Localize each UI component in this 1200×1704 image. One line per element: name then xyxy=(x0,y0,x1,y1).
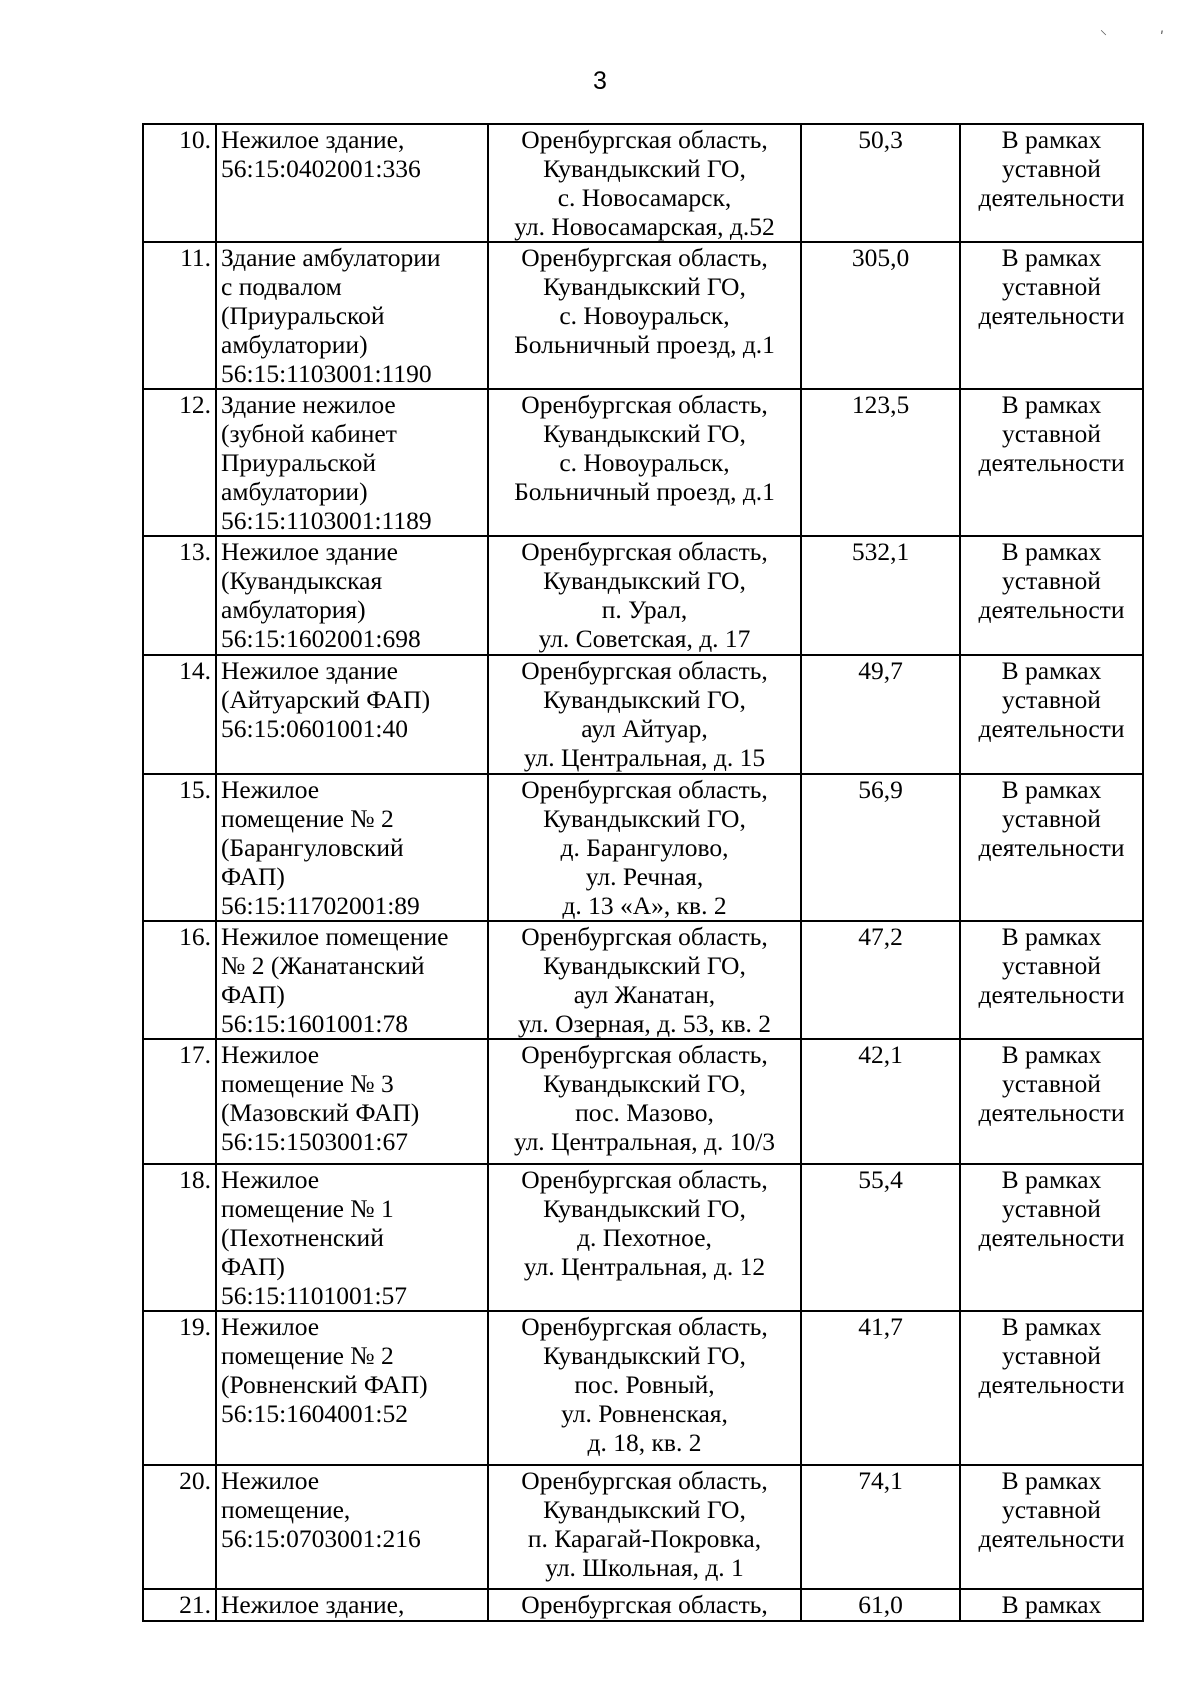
address-line: Больничный проезд, д.1 xyxy=(514,330,775,359)
address-line: Оренбургская область, xyxy=(521,125,768,154)
purpose-line: деятельности xyxy=(978,1223,1125,1252)
address-line: Кувандыкский ГО, xyxy=(543,1341,746,1370)
object-name-line: амбулатории) xyxy=(221,477,368,506)
purpose-line: деятельности xyxy=(978,448,1125,477)
object-name-line: ФАП) xyxy=(221,1252,285,1281)
object-name-line: Нежилое здание xyxy=(221,537,398,566)
purpose-line: В рамках xyxy=(1001,537,1102,566)
row-number-text: 13. xyxy=(179,537,211,566)
row-number xyxy=(143,1589,216,1621)
purpose-line: уставной xyxy=(1002,419,1101,448)
purpose-line: В рамках xyxy=(1001,1165,1102,1194)
object-name-line: Нежилое xyxy=(221,1466,320,1495)
row-number xyxy=(143,1311,216,1465)
address-line: Оренбургская область, xyxy=(521,1590,768,1619)
purpose-cell xyxy=(960,921,1143,1039)
address-cell xyxy=(488,1164,801,1311)
object-name-line: помещение № 3 xyxy=(221,1069,394,1098)
area-cell xyxy=(801,536,960,655)
object-name-line: с подвалом xyxy=(221,272,342,301)
area-value: 42,1 xyxy=(858,1040,903,1069)
address-line: Оренбургская область, xyxy=(521,1040,768,1069)
purpose-line: деятельности xyxy=(978,980,1125,1009)
purpose-line: В рамках xyxy=(1001,1590,1102,1619)
table-row xyxy=(143,774,1143,921)
object-name-line: Нежилое xyxy=(221,1040,320,1069)
row-number xyxy=(143,1164,216,1311)
object-name-line: 56:15:1103001:1189 xyxy=(221,506,432,535)
purpose-cell xyxy=(960,242,1143,389)
address-line: Оренбургская область, xyxy=(521,1165,768,1194)
object-name-cell xyxy=(216,774,488,921)
address-cell xyxy=(488,124,801,242)
area-cell xyxy=(801,774,960,921)
object-name-cell xyxy=(216,242,488,389)
purpose-cell xyxy=(960,1164,1143,1311)
address-line: с. Новоуральск, xyxy=(559,448,730,477)
area-cell xyxy=(801,389,960,536)
purpose-line: В рамках xyxy=(1001,922,1102,951)
table-row xyxy=(143,1164,1143,1311)
row-number-text: 11. xyxy=(180,243,211,272)
purpose-line: деятельности xyxy=(978,301,1125,330)
object-name-line: (Пехотненский xyxy=(221,1223,384,1252)
area-cell xyxy=(801,242,960,389)
area-value: 305,0 xyxy=(851,243,910,272)
object-name-line: Нежилое xyxy=(221,1165,320,1194)
object-name-line: ФАП) xyxy=(221,862,285,891)
object-name-line: (Барангуловский xyxy=(221,833,404,862)
row-number xyxy=(143,1465,216,1589)
object-name-cell xyxy=(216,655,488,774)
property-table xyxy=(142,123,1144,1622)
row-number-text: 16. xyxy=(179,922,211,951)
purpose-cell xyxy=(960,1465,1143,1589)
object-name-line: 56:15:1103001:1190 xyxy=(221,359,432,388)
purpose-cell xyxy=(960,389,1143,536)
object-name-cell xyxy=(216,1311,488,1465)
row-number-text: 14. xyxy=(179,656,211,685)
purpose-cell xyxy=(960,655,1143,774)
area-value: 55,4 xyxy=(858,1165,903,1194)
address-cell xyxy=(488,1039,801,1164)
area-value: 47,2 xyxy=(858,922,903,951)
area-cell xyxy=(801,1589,960,1621)
purpose-line: В рамках xyxy=(1001,1312,1102,1341)
area-value: 49,7 xyxy=(858,656,903,685)
purpose-line: уставной xyxy=(1002,154,1101,183)
purpose-line: уставной xyxy=(1002,566,1101,595)
object-name-line: помещение № 2 xyxy=(221,804,394,833)
area-value: 41,7 xyxy=(858,1312,903,1341)
address-line: Оренбургская область, xyxy=(521,537,768,566)
address-line: Кувандыкский ГО, xyxy=(543,685,746,714)
purpose-line: уставной xyxy=(1002,1495,1101,1524)
address-line: Оренбургская область, xyxy=(521,775,768,804)
address-line: Кувандыкский ГО, xyxy=(543,1194,746,1223)
purpose-line: уставной xyxy=(1002,685,1101,714)
object-name-line: Здание нежилое xyxy=(221,390,396,419)
purpose-line: В рамках xyxy=(1001,656,1102,685)
table-row xyxy=(143,921,1143,1039)
row-number xyxy=(143,921,216,1039)
object-name-line: Нежилое здание xyxy=(221,656,398,685)
purpose-line: В рамках xyxy=(1001,125,1102,154)
address-cell xyxy=(488,389,801,536)
purpose-line: деятельности xyxy=(978,833,1125,862)
address-line: пос. Ровный, xyxy=(574,1370,715,1399)
address-line: Оренбургская область, xyxy=(521,1312,768,1341)
object-name-line: помещение № 2 xyxy=(221,1341,394,1370)
address-line: Кувандыкский ГО, xyxy=(543,1495,746,1524)
address-cell xyxy=(488,1465,801,1589)
area-value: 532,1 xyxy=(851,537,910,566)
table-row xyxy=(143,536,1143,655)
address-line: Кувандыкский ГО, xyxy=(543,419,746,448)
address-line: Оренбургская область, xyxy=(521,243,768,272)
address-line: д. Пехотное, xyxy=(577,1223,712,1252)
address-line: д. 13 «А», кв. 2 xyxy=(562,891,727,920)
address-cell xyxy=(488,536,801,655)
page-number: 3 xyxy=(593,67,607,95)
purpose-line: деятельности xyxy=(978,595,1125,624)
row-number-text: 15. xyxy=(179,775,211,804)
object-name-line: (Приуральской xyxy=(221,301,385,330)
table-row xyxy=(143,1311,1143,1465)
address-line: Оренбургская область, xyxy=(521,656,768,685)
property-table-body xyxy=(143,124,1143,1621)
address-line: аул Айтуар, xyxy=(581,714,708,743)
address-line: Кувандыкский ГО, xyxy=(543,951,746,980)
row-number-text: 19. xyxy=(179,1312,211,1341)
purpose-line: деятельности xyxy=(978,183,1125,212)
object-name-cell xyxy=(216,1589,488,1621)
object-name-line: Нежилое помещение xyxy=(221,922,449,951)
table-row xyxy=(143,1465,1143,1589)
object-name-line: Приуральской xyxy=(221,448,377,477)
address-line: ул. Новосамарская, д.52 xyxy=(514,212,775,241)
object-name-line: 56:15:0402001:336 xyxy=(221,154,421,183)
area-cell xyxy=(801,655,960,774)
address-line: с. Новосамарск, xyxy=(557,183,732,212)
purpose-line: деятельности xyxy=(978,1370,1125,1399)
object-name-line: 56:15:1604001:52 xyxy=(221,1399,409,1428)
object-name-line: 56:15:0601001:40 xyxy=(221,714,409,743)
object-name-cell xyxy=(216,1039,488,1164)
row-number xyxy=(143,389,216,536)
row-number xyxy=(143,655,216,774)
purpose-cell xyxy=(960,124,1143,242)
object-name-line: 56:15:1602001:698 xyxy=(221,624,421,653)
address-line: д. 18, кв. 2 xyxy=(587,1428,702,1457)
address-line: ул. Школьная, д. 1 xyxy=(545,1553,744,1582)
purpose-line: В рамках xyxy=(1001,1040,1102,1069)
area-value: 50,3 xyxy=(858,125,903,154)
object-name-cell xyxy=(216,389,488,536)
purpose-cell xyxy=(960,1589,1143,1621)
object-name-line: 56:15:1601001:78 xyxy=(221,1009,409,1038)
object-name-cell xyxy=(216,1465,488,1589)
scan-artifact-mark: ʹ xyxy=(1160,30,1164,46)
area-cell xyxy=(801,921,960,1039)
purpose-line: уставной xyxy=(1002,1069,1101,1098)
address-cell xyxy=(488,1589,801,1621)
object-name-line: помещение, xyxy=(221,1495,351,1524)
area-cell xyxy=(801,1164,960,1311)
address-line: Оренбургская область, xyxy=(521,922,768,951)
address-line: ул. Центральная, д. 12 xyxy=(523,1252,766,1281)
address-line: с. Новоуральск, xyxy=(559,301,730,330)
address-line: ул. Озерная, д. 53, кв. 2 xyxy=(517,1009,771,1038)
purpose-cell xyxy=(960,1039,1143,1164)
purpose-line: уставной xyxy=(1002,1341,1101,1370)
purpose-line: деятельности xyxy=(978,714,1125,743)
purpose-line: В рамках xyxy=(1001,243,1102,272)
address-line: д. Барангулово, xyxy=(560,833,729,862)
object-name-line: (Мазовский ФАП) xyxy=(221,1098,420,1127)
area-value: 61,0 xyxy=(858,1590,903,1619)
table-row xyxy=(143,389,1143,536)
area-cell xyxy=(801,1465,960,1589)
address-line: ул. Речная, xyxy=(585,862,704,891)
area-cell xyxy=(801,1311,960,1465)
scan-artifact-mark: ⸌ xyxy=(1100,28,1107,44)
address-line: Оренбургская область, xyxy=(521,390,768,419)
row-number xyxy=(143,536,216,655)
row-number-text: 18. xyxy=(179,1165,211,1194)
address-cell xyxy=(488,774,801,921)
object-name-cell xyxy=(216,536,488,655)
area-value: 123,5 xyxy=(851,390,910,419)
object-name-line: № 2 (Жанатанский xyxy=(221,951,425,980)
row-number xyxy=(143,1039,216,1164)
object-name-line: 56:15:0703001:216 xyxy=(221,1524,421,1553)
object-name-cell xyxy=(216,921,488,1039)
row-number-text: 12. xyxy=(179,390,211,419)
row-number-text: 17. xyxy=(179,1040,211,1069)
purpose-cell xyxy=(960,1311,1143,1465)
object-name-line: помещение № 1 xyxy=(221,1194,394,1223)
address-line: Кувандыкский ГО, xyxy=(543,566,746,595)
table-row xyxy=(143,1039,1143,1164)
table-row xyxy=(143,655,1143,774)
object-name-line: Нежилое здание, xyxy=(221,1590,405,1619)
area-cell xyxy=(801,1039,960,1164)
address-cell xyxy=(488,1311,801,1465)
object-name-line: Нежилое xyxy=(221,775,320,804)
object-name-line: Здание амбулатории xyxy=(221,243,441,272)
address-line: ул. Центральная, д. 10/3 xyxy=(513,1127,776,1156)
purpose-cell xyxy=(960,536,1143,655)
table-row xyxy=(143,1589,1143,1621)
address-line: ул. Центральная, д. 15 xyxy=(523,743,766,772)
area-cell xyxy=(801,124,960,242)
object-name-line: ФАП) xyxy=(221,980,285,1009)
address-line: ул. Советская, д. 17 xyxy=(538,624,751,653)
address-line: Кувандыкский ГО, xyxy=(543,804,746,833)
address-line: п. Карагай-Покровка, xyxy=(527,1524,762,1553)
object-name-line: (Айтуарский ФАП) xyxy=(221,685,431,714)
address-line: п. Урал, xyxy=(601,595,688,624)
table-row xyxy=(143,242,1143,389)
row-number xyxy=(143,774,216,921)
address-cell xyxy=(488,655,801,774)
row-number xyxy=(143,242,216,389)
address-line: Кувандыкский ГО, xyxy=(543,154,746,183)
object-name-line: (Ровненский ФАП) xyxy=(221,1370,428,1399)
purpose-line: уставной xyxy=(1002,1194,1101,1223)
row-number-text: 21. xyxy=(179,1590,211,1619)
purpose-line: деятельности xyxy=(978,1524,1125,1553)
object-name-line: Нежилое xyxy=(221,1312,320,1341)
purpose-cell xyxy=(960,774,1143,921)
address-line: Оренбургская область, xyxy=(521,1466,768,1495)
purpose-line: В рамках xyxy=(1001,775,1102,804)
address-line: пос. Мазово, xyxy=(575,1098,714,1127)
purpose-line: В рамках xyxy=(1001,1466,1102,1495)
address-line: Кувандыкский ГО, xyxy=(543,1069,746,1098)
row-number xyxy=(143,124,216,242)
address-line: ул. Ровненская, xyxy=(561,1399,728,1428)
object-name-line: 56:15:1101001:57 xyxy=(221,1281,408,1310)
row-number-text: 20. xyxy=(179,1466,211,1495)
object-name-line: (зубной кабинет xyxy=(221,419,397,448)
address-cell xyxy=(488,242,801,389)
object-name-cell xyxy=(216,1164,488,1311)
object-name-cell xyxy=(216,124,488,242)
object-name-line: амбулатория) xyxy=(221,595,366,624)
address-line: Больничный проезд, д.1 xyxy=(514,477,775,506)
purpose-line: уставной xyxy=(1002,951,1101,980)
object-name-line: амбулатории) xyxy=(221,330,368,359)
purpose-line: деятельности xyxy=(978,1098,1125,1127)
object-name-line: 56:15:1503001:67 xyxy=(221,1127,409,1156)
purpose-line: уставной xyxy=(1002,272,1101,301)
area-value: 56,9 xyxy=(858,775,903,804)
address-line: аул Жанатан, xyxy=(573,980,716,1009)
object-name-line: (Кувандыкская xyxy=(221,566,383,595)
address-cell xyxy=(488,921,801,1039)
address-line: Кувандыкский ГО, xyxy=(543,272,746,301)
row-number-text: 10. xyxy=(179,125,211,154)
object-name-line: 56:15:11702001:89 xyxy=(221,891,420,920)
object-name-line: Нежилое здание, xyxy=(221,125,405,154)
purpose-line: уставной xyxy=(1002,804,1101,833)
table-row xyxy=(143,124,1143,242)
area-value: 74,1 xyxy=(858,1466,903,1495)
purpose-line: В рамках xyxy=(1001,390,1102,419)
